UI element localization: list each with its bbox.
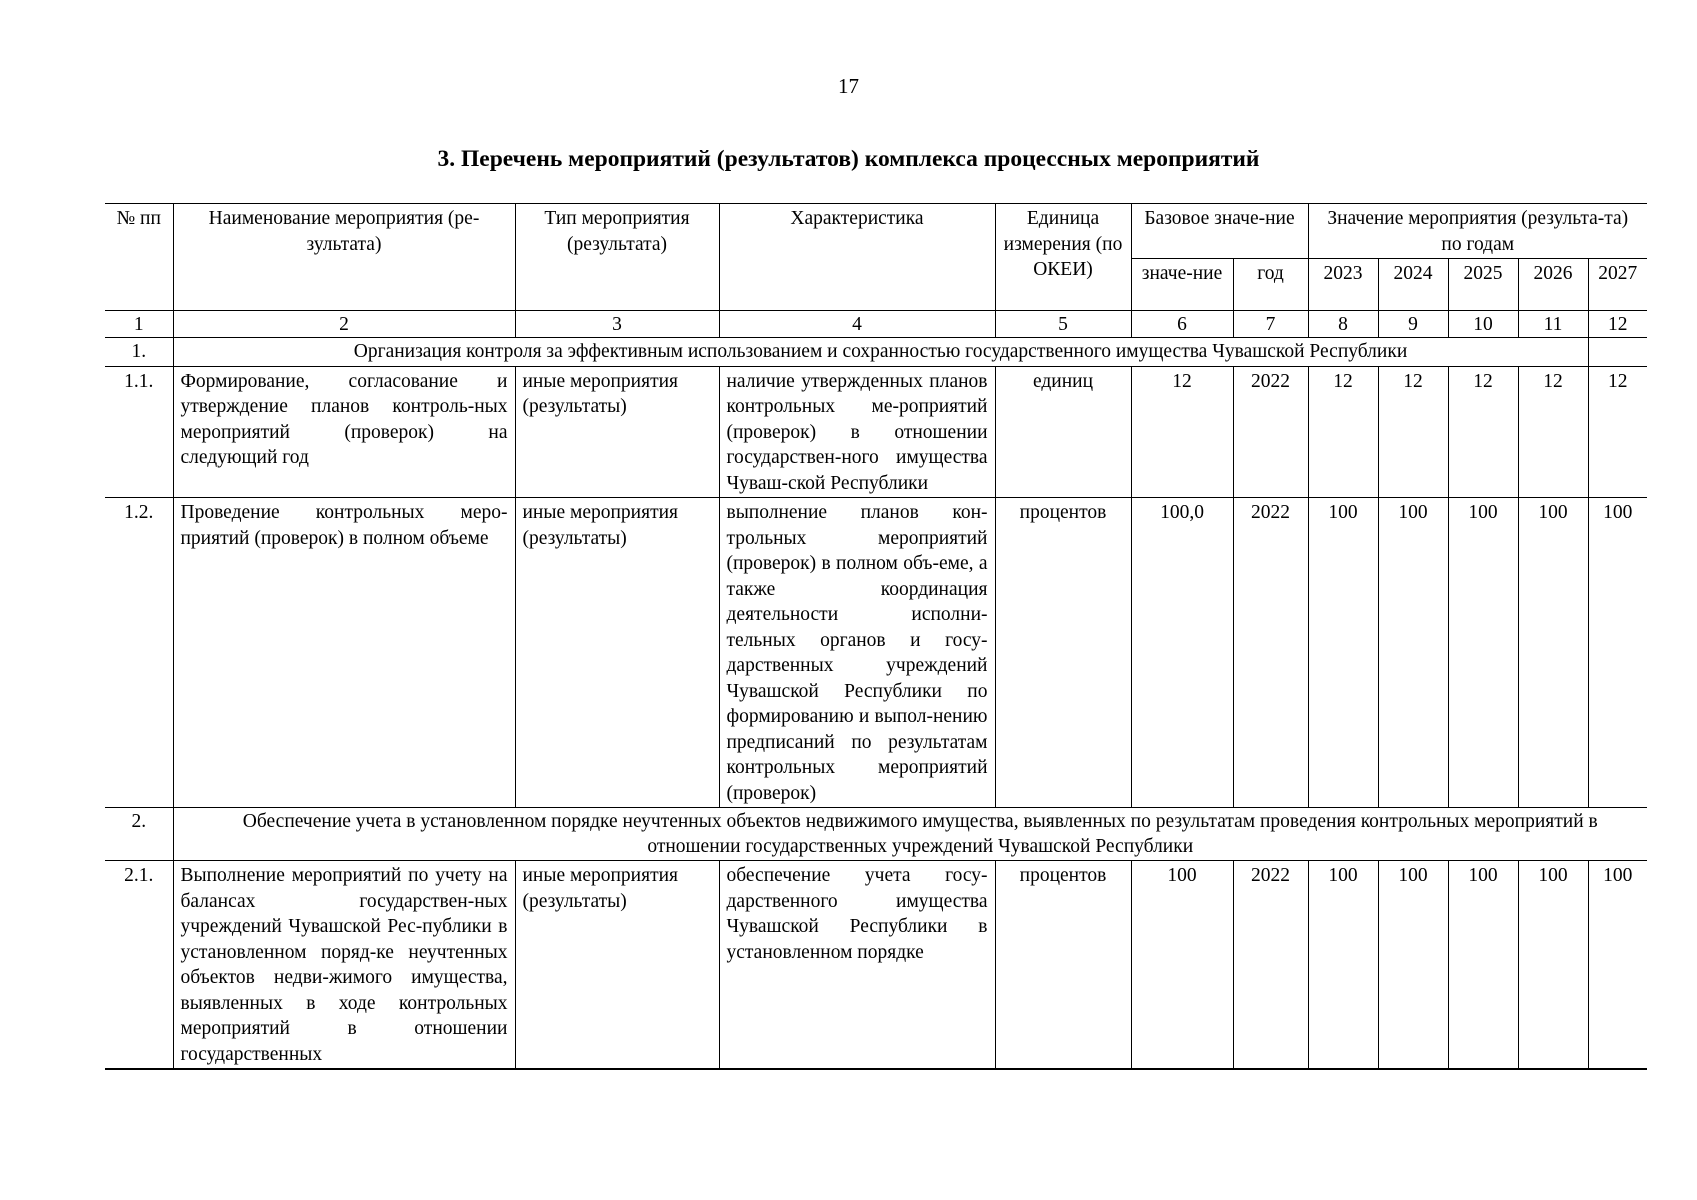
row-value: 12 <box>1308 366 1378 498</box>
column-number: 5 <box>995 311 1131 338</box>
row-number: 2.1. <box>105 861 173 1070</box>
header-base: Базовое значе-ние <box>1131 204 1308 259</box>
column-number: 6 <box>1131 311 1233 338</box>
row-value: 100 <box>1378 861 1448 1070</box>
row-value: 100 <box>1518 861 1588 1070</box>
row-value: 12 <box>1378 366 1448 498</box>
column-number: 1 <box>105 311 173 338</box>
column-number: 2 <box>173 311 515 338</box>
header-year: 2027 <box>1588 259 1647 311</box>
row-value: 12 <box>1448 366 1518 498</box>
column-number: 9 <box>1378 311 1448 338</box>
row-base-year: 2022 <box>1233 366 1308 498</box>
row-type: иные мероприятия (результаты) <box>515 498 719 808</box>
header-year: 2025 <box>1448 259 1518 311</box>
row-name: Выполнение мероприятий по учету на балансах государствен-ных учреждений Чувашской Рес-публики в установленном поряд-ке неучтенных объектов недви-жимого имущества, выявленных в ходе контрольных мероприятий в отношении государственных <box>173 861 515 1070</box>
row-name: Проведение контрольных меро-приятий (проверок) в полном объеме <box>173 498 515 808</box>
column-number: 8 <box>1308 311 1378 338</box>
row-name: Формирование, согласование и утверждение планов контроль-ных мероприятий (проверок) на следующий год <box>173 366 515 498</box>
row-base-value: 100,0 <box>1131 498 1233 808</box>
row-value: 100 <box>1448 498 1518 808</box>
header-values-by-year: Значение мероприятия (результа-та) по годам <box>1308 204 1647 259</box>
section-title: Организация контроля за эффективным использованием и сохранностью государственного имущества Чувашской Республики <box>173 338 1588 367</box>
header-characteristic: Характеристика <box>719 204 995 311</box>
column-number: 7 <box>1233 311 1308 338</box>
row-value: 100 <box>1588 498 1647 808</box>
row-type: иные мероприятия (результаты) <box>515 861 719 1070</box>
column-number: 12 <box>1588 311 1647 338</box>
header-year: 2026 <box>1518 259 1588 311</box>
row-base-value: 100 <box>1131 861 1233 1070</box>
row-characteristic: обеспечение учета госу-дарственного имущества Чувашской Республики в установленном порядке <box>719 861 995 1070</box>
row-value: 100 <box>1448 861 1518 1070</box>
section-number: 2. <box>105 808 173 861</box>
header-name: Наименование мероприятия (ре-зультата) <box>173 204 515 311</box>
header-base-value: значе-ние <box>1131 259 1233 311</box>
section-number: 1. <box>105 338 173 367</box>
row-number: 1.2. <box>105 498 173 808</box>
row-base-year: 2022 <box>1233 861 1308 1070</box>
row-value: 100 <box>1378 498 1448 808</box>
column-number: 10 <box>1448 311 1518 338</box>
section-empty-cell <box>1588 338 1647 367</box>
table-row <box>105 498 1647 808</box>
section-title: Обеспечение учета в установленном порядке неучтенных объектов недвижимого имущества, выявленных по результатам проведения контрольных мероприятий в отношении государственных учреждений Чувашской Республики <box>173 808 1647 861</box>
header-year: 2024 <box>1378 259 1448 311</box>
header-year: 2023 <box>1308 259 1378 311</box>
column-number: 11 <box>1518 311 1588 338</box>
row-number: 1.1. <box>105 366 173 498</box>
page-number: 17 <box>838 74 859 98</box>
row-base-year: 2022 <box>1233 498 1308 808</box>
row-characteristic: выполнение планов кон-трольных мероприятий (проверок) в полном объ-еме, а также координация деятельности исполни-тельных органов и госу-дарственных учреждений Чувашской Республики по формированию и выпол-нению предписаний по результатам контрольных мероприятий (проверок) <box>719 498 995 808</box>
document-title: 3. Перечень мероприятий (результатов) комплекса процессных мероприятий <box>437 146 1260 172</box>
table-row <box>105 366 1647 498</box>
table-row <box>105 861 1647 1070</box>
row-unit: процентов <box>995 498 1131 808</box>
row-base-value: 12 <box>1131 366 1233 498</box>
row-unit: процентов <box>995 861 1131 1070</box>
measures-table <box>105 203 1647 1070</box>
row-type: иные мероприятия (результаты) <box>515 366 719 498</box>
column-number: 3 <box>515 311 719 338</box>
row-value: 100 <box>1308 861 1378 1070</box>
row-characteristic: наличие утвержденных планов контрольных ме-роприятий (проверок) в отношении государствен-ного имущества Чуваш-ской Республики <box>719 366 995 498</box>
row-value: 100 <box>1308 498 1378 808</box>
row-unit: единиц <box>995 366 1131 498</box>
header-unit: Единица измерения (по ОКЕИ) <box>995 204 1131 311</box>
header-type: Тип мероприятия (результата) <box>515 204 719 311</box>
row-value: 12 <box>1518 366 1588 498</box>
header-base-year: год <box>1233 259 1308 311</box>
header-num: № пп <box>105 204 173 311</box>
row-value: 100 <box>1588 861 1647 1070</box>
row-value: 12 <box>1588 366 1647 498</box>
row-value: 100 <box>1518 498 1588 808</box>
column-number: 4 <box>719 311 995 338</box>
